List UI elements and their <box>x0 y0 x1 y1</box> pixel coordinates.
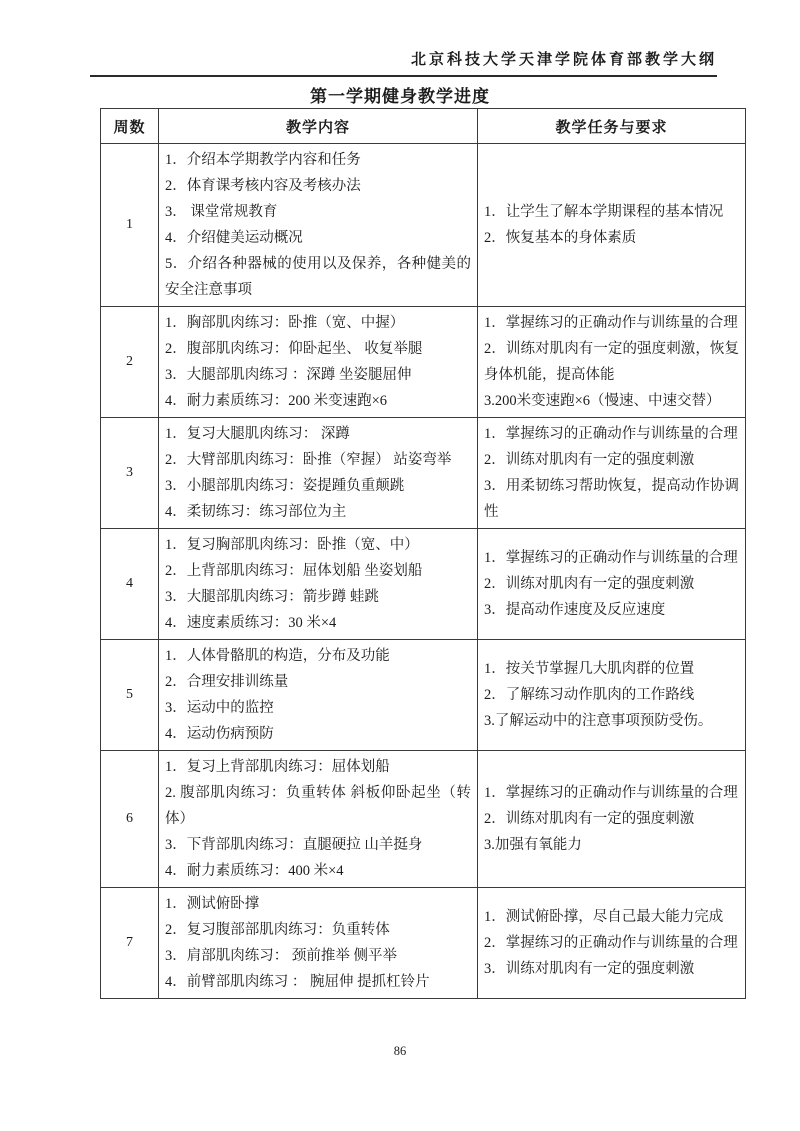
content-cell <box>159 307 478 418</box>
cell-line: 1．掌握练习的正确动作与训练量的合理 <box>484 315 738 331</box>
tasks-cell <box>478 640 746 751</box>
page-title: 第一学期健身教学进度 <box>310 87 490 106</box>
column-header-content: 教学内容 <box>159 109 478 144</box>
table-row <box>101 307 746 418</box>
tasks-cell <box>478 529 746 640</box>
schedule-table <box>100 108 746 999</box>
cell-line: 3． 课堂常规教育 <box>165 204 278 220</box>
cell-line: 1．测试俯卧撑，尽自己最大能力完成 <box>484 909 724 925</box>
content-cell <box>159 640 478 751</box>
tasks-cell <box>478 418 746 529</box>
cell-line: 2．体育课考核内容及考核办法 <box>165 178 361 194</box>
cell-line: 3．大腿部肌肉练习：箭步蹲 蛙跳 <box>165 589 379 605</box>
cell-line: 5．介绍各种器械的使用以及保养，各种健美的安全注意事项 <box>165 256 471 298</box>
cell-line: 3．下背部肌肉练习：直腿硬拉 山羊挺身 <box>165 837 423 853</box>
cell-line: 2．上背部肌肉练习：屈体划船 坐姿划船 <box>165 563 423 579</box>
cell-line: 2. 腹部肌肉练习：负重转体 斜板仰卧起坐（转体） <box>165 785 471 827</box>
content-cell <box>159 888 478 999</box>
cell-line: 2．训练对肌肉有一定的强度刺激 <box>484 452 695 468</box>
table-row <box>101 888 746 999</box>
cell-line: 2．训练对肌肉有一定的强度刺激 <box>484 576 695 592</box>
week-number: 4 <box>101 529 159 640</box>
cell-line: 3.了解运动中的注意事项预防受伤。 <box>484 713 713 729</box>
cell-line: 1．按关节掌握几大肌肉群的位置 <box>484 661 695 677</box>
cell-line: 3．用柔韧练习帮助恢复，提高动作协调性 <box>484 478 739 520</box>
cell-line: 2．复习腹部部肌肉练习：负重转体 <box>165 922 390 938</box>
column-header-week: 周数 <box>101 109 159 144</box>
cell-line: 2．腹部肌肉练习：仰卧起坐、 收复举腿 <box>165 341 423 357</box>
cell-line: 2．训练对肌肉有一定的强度刺激，恢复身体机能，提高体能 <box>484 341 739 383</box>
content-cell <box>159 144 478 307</box>
cell-line: 2．合理安排训练量 <box>165 674 289 690</box>
week-number: 6 <box>101 751 159 888</box>
tasks-cell <box>478 144 746 307</box>
cell-line: 3．大腿部肌肉练习 ：深蹲 坐姿腿屈伸 <box>165 367 412 383</box>
cell-line: 4．运动伤病预防 <box>165 726 274 742</box>
header-title: 北京科技大学天津学院体育部教学大纲 <box>410 52 717 68</box>
cell-line: 1．复习上背部肌肉练习：屈体划船 <box>165 759 390 775</box>
schedule-table-body <box>101 144 746 999</box>
cell-line: 1．复习胸部肌肉练习：卧推（宽、中） <box>165 537 419 553</box>
cell-line: 3．提高动作速度及反应速度 <box>484 602 666 618</box>
cell-line: 1．测试俯卧撑 <box>165 896 260 912</box>
cell-line: 4．介绍健美运动概况 <box>165 230 303 246</box>
table-row <box>101 529 746 640</box>
cell-line: 4．柔韧练习：练习部位为主 <box>165 504 347 520</box>
cell-line: 3．训练对肌肉有一定的强度刺激 <box>484 961 695 977</box>
tasks-cell <box>478 888 746 999</box>
week-number: 7 <box>101 888 159 999</box>
column-header-tasks: 教学任务与要求 <box>478 109 746 144</box>
cell-line: 3．肩部肌肉练习： 颈前推举 侧平举 <box>165 948 397 964</box>
cell-line: 1．掌握练习的正确动作与训练量的合理 <box>484 426 738 442</box>
cell-line: 2．恢复基本的身体素质 <box>484 230 637 246</box>
week-number: 1 <box>101 144 159 307</box>
cell-line: 4．前臂部肌肉练习 ： 腕屈伸 提抓杠铃片 <box>165 974 430 990</box>
cell-line: 1．介绍本学期教学内容和任务 <box>165 152 361 168</box>
cell-line: 2．掌握练习的正确动作与训练量的合理 <box>484 935 738 951</box>
cell-line: 2．了解练习动作肌肉的工作路线 <box>484 687 695 703</box>
cell-line: 4．速度素质练习：30 米×4 <box>165 615 337 631</box>
table-row <box>101 144 746 307</box>
tasks-cell <box>478 751 746 888</box>
document-header <box>90 48 717 77</box>
content-cell <box>159 418 478 529</box>
cell-line: 1．人体骨骼肌的构造，分布及功能 <box>165 648 390 664</box>
table-row <box>101 751 746 888</box>
cell-line: 4．耐力素质练习：400 米×4 <box>165 863 344 879</box>
content-cell <box>159 751 478 888</box>
cell-line: 1．掌握练习的正确动作与训练量的合理 <box>484 785 738 801</box>
table-header-row <box>101 109 746 144</box>
cell-line: 3.200米变速跑×6（慢速、中速交替） <box>484 393 721 409</box>
cell-line: 3.加强有氧能力 <box>484 837 582 853</box>
tasks-cell <box>478 307 746 418</box>
cell-line: 2．训练对肌肉有一定的强度刺激 <box>484 811 695 827</box>
table-row <box>101 418 746 529</box>
week-number: 2 <box>101 307 159 418</box>
week-number: 3 <box>101 418 159 529</box>
table-row <box>101 640 746 751</box>
week-number: 5 <box>101 640 159 751</box>
cell-line: 2．大臂部肌肉练习：卧推（窄握） 站姿弯举 <box>165 452 452 468</box>
cell-line: 1．掌握练习的正确动作与训练量的合理 <box>484 550 738 566</box>
cell-line: 1．复习大腿肌肉练习： 深蹲 <box>165 426 350 442</box>
cell-line: 4．耐力素质练习：200 米变速跑×6 <box>165 393 388 409</box>
content-cell <box>159 529 478 640</box>
cell-line: 3．运动中的监控 <box>165 700 274 716</box>
cell-line: 1．胸部肌肉练习：卧推（宽、中握） <box>165 315 405 331</box>
page-number: 86 <box>393 1044 407 1058</box>
cell-line: 3．小腿部肌肉练习：姿提踵负重颠跳 <box>165 478 405 494</box>
cell-line: 1．让学生了解本学期课程的基本情况 <box>484 204 724 220</box>
